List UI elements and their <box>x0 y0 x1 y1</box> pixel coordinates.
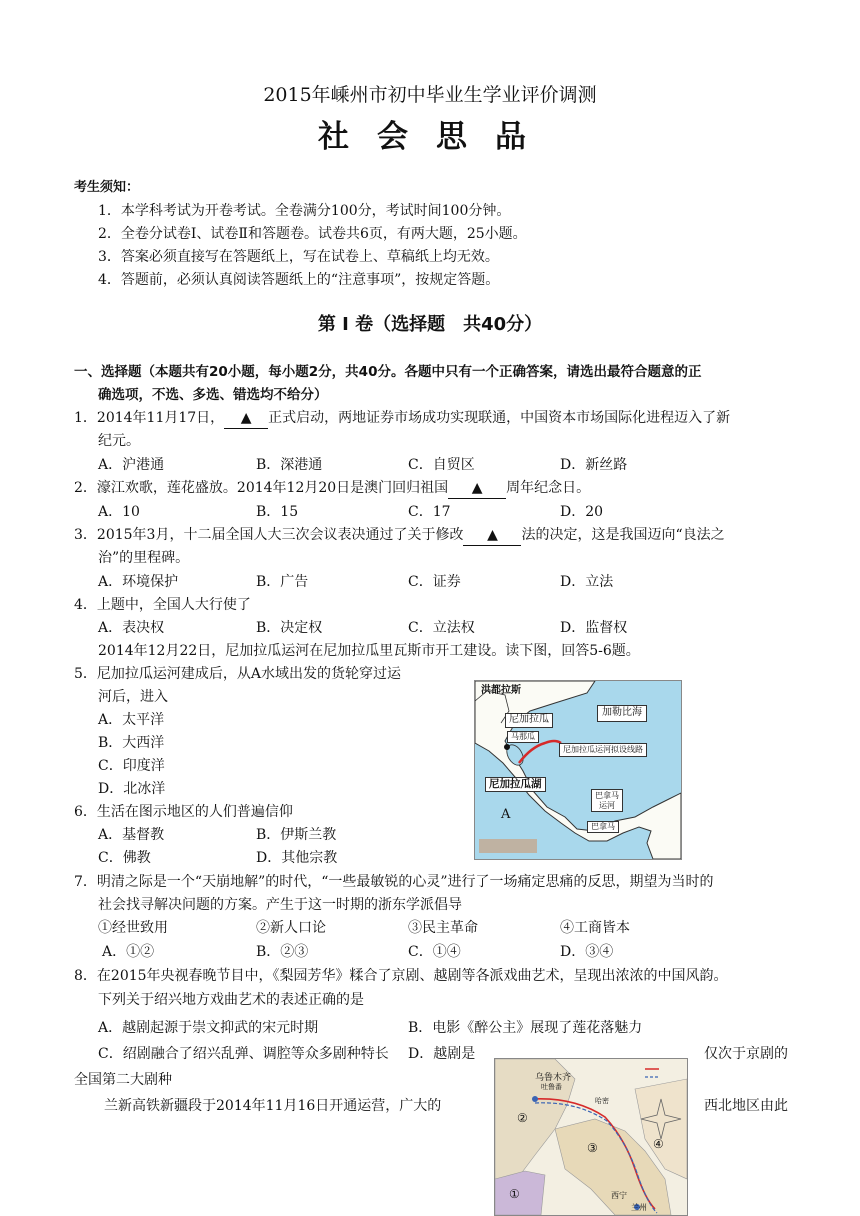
option: B．广告 <box>256 574 309 590</box>
option: C．①④ <box>408 944 461 960</box>
option: C．证券 <box>408 574 461 590</box>
region-3: ③ <box>587 1141 598 1155</box>
option: B．电影《醉公主》展现了莲花落魅力 <box>408 1020 643 1036</box>
label-panama-canal: 巴拿马 运河 <box>591 789 623 812</box>
region-1: ① <box>509 1187 520 1201</box>
option: A．沪港通 <box>98 457 165 473</box>
question-5: 5．尼加拉瓜运河建成后，从A水域出发的货轮穿过运 <box>74 666 402 682</box>
region-4: ④ <box>653 1137 664 1151</box>
option: B．深港通 <box>256 457 323 473</box>
statement: ①经世致用 <box>98 920 168 936</box>
label-turpan: 吐鲁番 <box>541 1083 562 1091</box>
option: C．佛教 <box>98 850 151 866</box>
question-1-cont: 纪元。 <box>98 433 140 449</box>
answer-blank: ▲ <box>224 410 268 429</box>
label-hami: 哈密 <box>595 1097 609 1105</box>
option: D．新丝路 <box>560 457 628 473</box>
option: B．②③ <box>256 944 309 960</box>
question-5-cont: 河后，进入 <box>98 689 168 705</box>
option: C．绍剧融合了绍兴乱弹、调腔等众多剧种特长 <box>98 1046 389 1062</box>
label-water-a: A <box>501 807 511 822</box>
rail-intro: 兰新高铁新疆段于2014年11月16日开通运营，广大的 <box>104 1098 442 1114</box>
answer-blank: ▲ <box>448 480 506 499</box>
lanxin-railway-map <box>494 1058 688 1216</box>
statement: ③民主革命 <box>408 920 478 936</box>
region-2: ② <box>517 1111 528 1125</box>
subject-title: 社会思品 <box>318 119 554 155</box>
section-instructions: 一、选择题（本题共有20小题，每小题2分，共40分。各题中只有一个正确答案，请选出最符合题意的正 <box>74 364 702 380</box>
statement: ②新人口论 <box>256 920 326 936</box>
option-cont: 仅次于京剧的 <box>704 1046 788 1062</box>
question-3: 3．2015年3月，十二届全国人大三次会议表决通过了关于修改 ▲ 法的决定，这是我国迈向“良法之 <box>74 527 725 546</box>
option: A．10 <box>98 504 140 520</box>
label-managua: 马那瓜 <box>507 731 539 743</box>
option: A．环境保护 <box>98 574 179 590</box>
notice-heading: 考生须知： <box>74 180 140 195</box>
option: A．基督教 <box>98 827 165 843</box>
question-3-cont: 治”的里程碑。 <box>98 550 190 566</box>
answer-blank: ▲ <box>463 527 521 546</box>
nicaragua-canal-map <box>474 680 682 860</box>
option: C．印度洋 <box>98 758 165 774</box>
watermark-stamp <box>479 839 537 853</box>
option: D．越剧是 <box>408 1046 476 1062</box>
question-1: 1．2014年11月17日， ▲ 正式启动，两地证券市场成功实现联通，中国资本市场国际化进程迈入了新 <box>74 410 730 429</box>
label-panama: 巴拿马 <box>587 821 619 833</box>
option-cont: 全国第二大剧种 <box>74 1072 172 1088</box>
question-7-cont: 社会找寻解决问题的方案。产生于这一时期的浙东学派倡导 <box>98 897 462 913</box>
question-8-cont: 下列关于绍兴地方戏曲艺术的表述正确的是 <box>98 992 364 1008</box>
statement: ④工商皆本 <box>560 920 630 936</box>
label-xining: 西宁 <box>611 1191 627 1200</box>
label-lanzhou: 兰州 <box>631 1203 647 1212</box>
option: A．表决权 <box>98 620 165 636</box>
notice-item: 3．答案必须直接写在答题纸上，写在试卷上、草稿纸上均无效。 <box>98 249 499 265</box>
option: B．伊斯兰教 <box>256 827 337 843</box>
exam-title: 2015年嵊州市初中毕业生学业评价调测 <box>263 84 597 106</box>
option: A．越剧起源于崇文抑武的宋元时期 <box>98 1020 319 1036</box>
option: C．立法权 <box>408 620 475 636</box>
label-caribbean: 加勒比海 <box>597 705 647 722</box>
label-honduras: 洪都拉斯 <box>481 685 521 696</box>
question-group-intro: 2014年12月22日，尼加拉瓜运河在尼加拉瓜里瓦斯市开工建设。读下图，回答5-6题。 <box>98 643 640 659</box>
section-instructions-cont: 确选项，不选、多选、错选均不给分） <box>98 387 328 403</box>
question-7: 7．明清之际是一个“天崩地解”的时代，“一些最敏锐的心灵”进行了一场痛定思痛的反思，期望为当时的 <box>74 874 714 890</box>
option: B．大西洋 <box>98 735 165 751</box>
option: A．太平洋 <box>98 712 165 728</box>
question-4: 4．上题中，全国人大行使了 <box>74 597 251 613</box>
notice-item: 2．全卷分试卷Ⅰ、试卷Ⅱ和答题卷。试卷共6页，有两大题，25小题。 <box>98 226 527 242</box>
notice-item: 1．本学科考试为开卷考试。全卷满分100分，考试时间100分钟。 <box>98 203 511 219</box>
option: D．其他宗教 <box>256 850 338 866</box>
option: B．决定权 <box>256 620 323 636</box>
map-graphic <box>475 681 681 859</box>
label-nicaragua: 尼加拉瓜 <box>505 713 553 728</box>
option: C．17 <box>408 504 451 520</box>
option: D．北冰洋 <box>98 781 166 797</box>
option: D．20 <box>560 504 604 520</box>
option: D．③④ <box>560 944 614 960</box>
option: A．①② <box>102 944 155 960</box>
question-6: 6．生活在图示地区的人们普遍信仰 <box>74 804 293 820</box>
option: D．立法 <box>560 574 614 590</box>
option: D．监督权 <box>560 620 628 636</box>
notice-item: 4．答题前，必须认真阅读答题纸上的“注意事项”，按规定答题。 <box>98 272 500 288</box>
label-urumqi: 乌鲁木齐 <box>535 1073 572 1083</box>
option: B．15 <box>256 504 299 520</box>
rail-intro-cont: 西北地区由此 <box>704 1098 788 1114</box>
part-title: 第 Ⅰ 卷（选择题 共40分） <box>317 314 543 335</box>
question-2: 2．濠江欢歌，莲花盛放。2014年12月20日是澳门回归祖国 ▲ 周年纪念日。 <box>74 480 590 499</box>
label-nicaragua-lake: 尼加拉瓜湖 <box>485 777 546 792</box>
option: C．自贸区 <box>408 457 475 473</box>
label-canal-route: 尼加拉瓜运河拟设线路 <box>559 743 647 757</box>
question-8: 8．在2015年央视春晚节目中，《梨园芳华》糅合了京剧、越剧等各派戏曲艺术，呈现出浓浓的中国风韵。 <box>74 968 728 984</box>
